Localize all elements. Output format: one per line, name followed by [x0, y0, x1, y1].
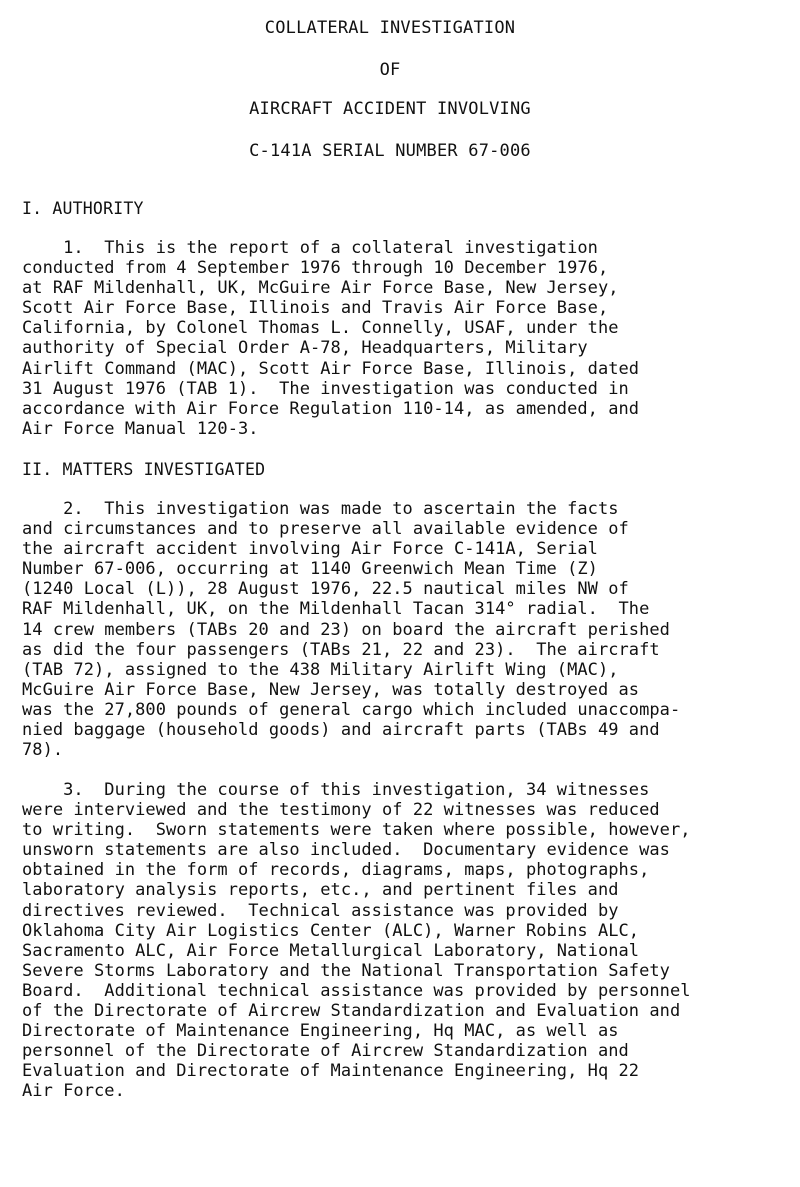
title-line-1: COLLATERAL INVESTIGATION: [264, 18, 516, 38]
text-line: and circumstances and to preserve all available evidence of: [22, 519, 629, 540]
text-line: nied baggage (household goods) and aircraft parts (TABs 49 and: [22, 720, 660, 741]
text-line: Board. Additional technical assistance was provided by personnel: [22, 980, 691, 1001]
text-line: Airlift Command (MAC), Scott Air Force Base, Illinois, dated: [22, 358, 640, 379]
text-line: at RAF Mildenhall, UK, McGuire Air Force Base, New Jersey,: [22, 278, 619, 299]
text-line: conducted from 4 September 1976 through 10 December 1976,: [22, 258, 609, 279]
text-line: 78).: [22, 740, 64, 761]
text-line: as did the four passengers (TABs 21, 22 and 23). The aircraft: [22, 639, 660, 660]
text-line: personnel of the Directorate of Aircrew Standardization and: [22, 1041, 629, 1062]
text-line: Scott Air Force Base, Illinois and Travis Air Force Base,: [22, 298, 609, 319]
text-line: to writing. Sworn statements were taken where possible, however,: [22, 820, 691, 841]
text-line: Evaluation and Directorate of Maintenance Engineering, Hq 22: [22, 1061, 640, 1082]
text-line: (1240 Local (L)), 28 August 1976, 22.5 nautical miles NW of: [22, 579, 629, 600]
text-line: Directorate of Maintenance Engineering, Hq MAC, as well as: [22, 1021, 619, 1042]
paragraph-2: [22, 499, 798, 760]
text-line: Air Force.: [22, 1081, 125, 1102]
text-line: unsworn statements are also included. Documentary evidence was: [22, 840, 670, 861]
text-line: McGuire Air Force Base, New Jersey, was totally destroyed as: [22, 679, 640, 700]
title-line-2: OF: [379, 60, 401, 80]
text-line: was the 27,800 pounds of general cargo which included unaccompa-: [22, 699, 681, 720]
text-line: accordance with Air Force Regulation 110-14, as amended, and: [22, 398, 640, 419]
text-line: directives reviewed. Technical assistance was provided by: [22, 900, 619, 921]
text-line: 1. This is the report of a collateral investigation: [22, 238, 598, 258]
text-line: 14 crew members (TABs 20 and 23) on board the aircraft perished: [22, 619, 670, 640]
text-line: Oklahoma City Air Logistics Center (ALC), Warner Robins ALC,: [22, 920, 640, 941]
paragraph-3: [22, 780, 798, 1102]
text-line: the aircraft accident involving Air Force C-141A, Serial: [22, 539, 598, 560]
text-line: were interviewed and the testimony of 22 witnesses was reduced: [22, 800, 660, 821]
text-line: 31 August 1976 (TAB 1). The investigation was conducted in: [22, 378, 629, 399]
text-line: RAF Mildenhall, UK, on the Mildenhall Tacan 314° radial. The: [22, 599, 650, 620]
text-line: California, by Colonel Thomas L. Connelly, USAF, under the: [22, 318, 619, 339]
text-line: laboratory analysis reports, etc., and pertinent files and: [22, 880, 619, 901]
paragraph-1: [22, 238, 798, 439]
section-heading-matters-investigated: II. MATTERS INVESTIGATED: [22, 460, 266, 479]
text-line: Severe Storms Laboratory and the National Transportation Safety: [22, 960, 670, 981]
text-line: of the Directorate of Aircrew Standardization and Evaluation and: [22, 1001, 681, 1022]
text-line: Sacramento ALC, Air Force Metallurgical Laboratory, National: [22, 940, 640, 961]
text-line: (TAB 72), assigned to the 438 Military Airlift Wing (MAC),: [22, 659, 619, 680]
text-line: authority of Special Order A-78, Headquarters, Military: [22, 338, 588, 359]
text-line: 3. During the course of this investigation, 34 witnesses: [22, 780, 650, 800]
title-line-4: C-141A SERIAL NUMBER 67-006: [249, 141, 531, 161]
title-line-3: AIRCRAFT ACCIDENT INVOLVING: [249, 99, 531, 119]
text-line: 2. This investigation was made to ascertain the facts: [22, 499, 619, 519]
text-line: Number 67-006, occurring at 1140 Greenwich Mean Time (Z): [22, 559, 598, 580]
text-line: obtained in the form of records, diagrams, maps, photographs,: [22, 860, 650, 881]
text-line: Air Force Manual 120-3.: [22, 418, 259, 439]
section-heading-authority: I. AUTHORITY: [22, 199, 144, 218]
